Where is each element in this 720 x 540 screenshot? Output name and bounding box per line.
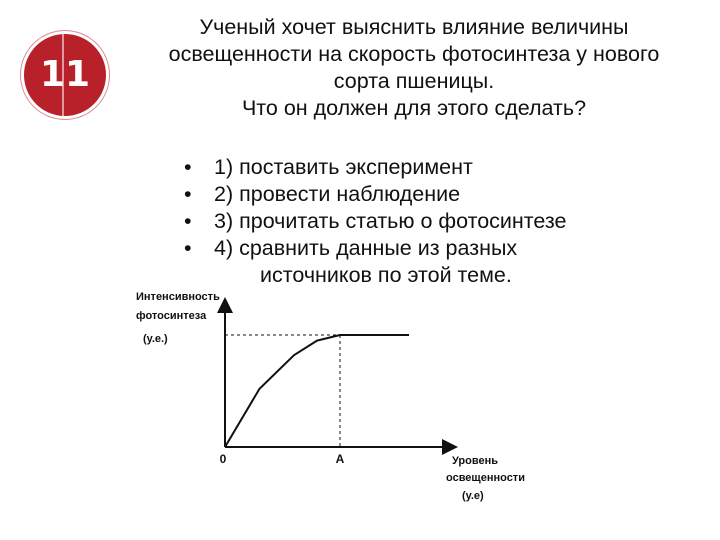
- question-line: сорта пшеницы.: [333, 69, 495, 93]
- question-number: 11: [39, 54, 91, 95]
- x-tick-label: 0: [219, 452, 227, 466]
- chart-layer: [136, 291, 525, 502]
- bullet: •: [184, 209, 192, 233]
- x-axis-label: освещенности: [446, 472, 525, 484]
- x-tick-label: A: [335, 452, 345, 466]
- bullet: •: [184, 182, 192, 206]
- answer-text: 3) прочитать статью о фотосинтезе: [214, 209, 567, 233]
- answer-text-continuation: источников по этой теме.: [260, 263, 512, 287]
- answer-list: [180, 154, 650, 289]
- answer-option-3[interactable]: [180, 208, 650, 235]
- question-text: [120, 14, 708, 122]
- question-line: освещенности на скорость фотосинтеза у нового: [168, 42, 660, 66]
- question-line: Ученый хочет выяснить влияние величины: [199, 15, 629, 39]
- y-axis-label: Интенсивность: [136, 291, 220, 303]
- bullet: •: [184, 155, 192, 179]
- question-number-badge: [24, 34, 106, 116]
- bullet: •: [184, 236, 192, 260]
- y-axis-label: (у.е.): [143, 333, 168, 345]
- x-axis-label: Уровень: [452, 455, 499, 467]
- answer-option-1[interactable]: [180, 154, 650, 181]
- x-axis-label: (у.е): [462, 490, 484, 502]
- answer-text: 1) поставить эксперимент: [214, 155, 473, 179]
- answer-option-2[interactable]: [180, 181, 650, 208]
- question-line: Что он должен для этого сделать?: [241, 96, 587, 120]
- answer-option-4[interactable]: [180, 235, 650, 289]
- answer-text: 2) провести наблюдение: [214, 182, 461, 206]
- series-line: [225, 335, 409, 447]
- y-axis-label: фотосинтеза: [136, 310, 207, 322]
- answer-text: 4) сравнить данные из разных: [214, 236, 518, 260]
